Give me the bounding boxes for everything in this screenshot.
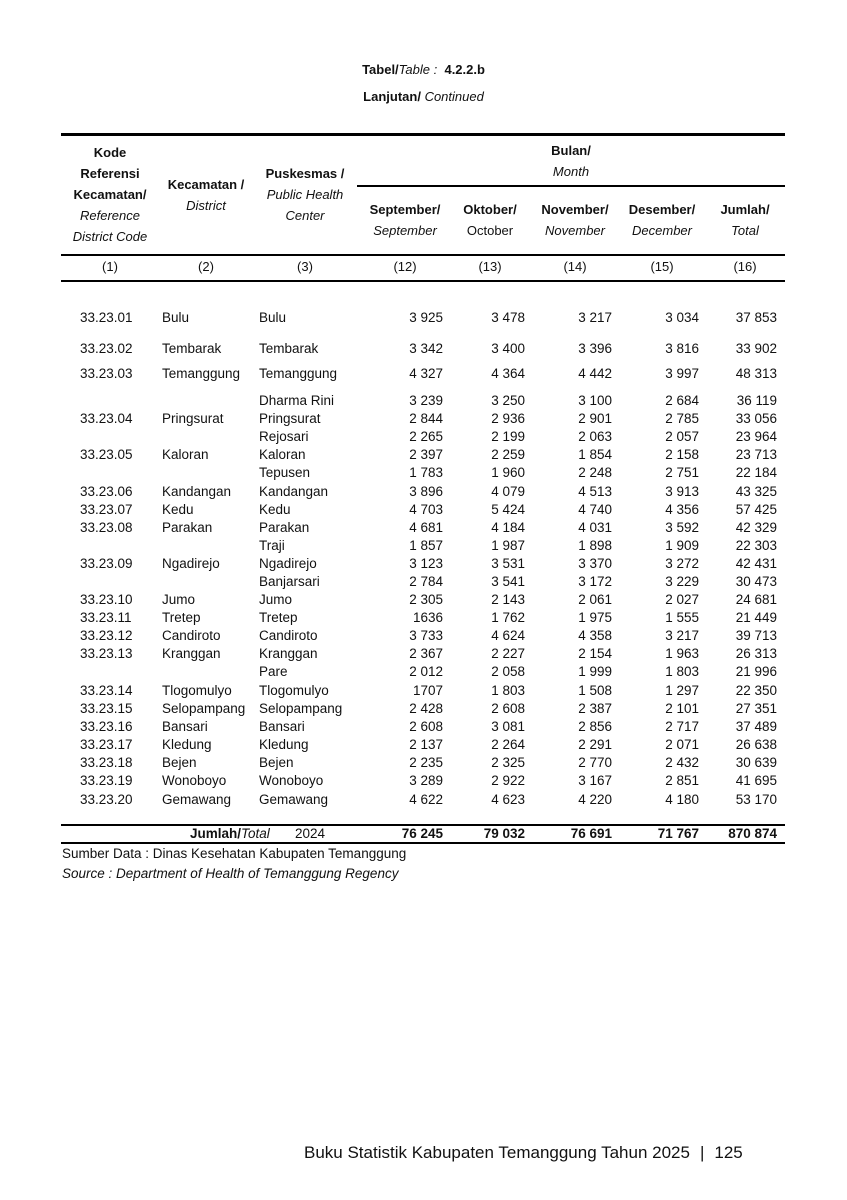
puskesmas-name: Kaloran: [259, 447, 306, 462]
district-code: 33.23.08: [80, 520, 133, 535]
value-september: 4 327: [409, 366, 443, 381]
puskesmas-name: Tlogomulyo: [259, 683, 329, 698]
header-total-en: Total: [731, 223, 759, 238]
header-october: [452, 199, 528, 241]
value-october: 1 803: [491, 683, 525, 698]
value-november: 1 508: [578, 683, 612, 698]
header-november: [530, 199, 620, 241]
puskesmas-name: Rejosari: [259, 429, 309, 444]
value-total: 33 056: [735, 411, 777, 426]
value-november: 2 061: [578, 592, 612, 607]
table-number: 4.2.2.b: [444, 62, 485, 77]
total-november: 76 691: [570, 826, 612, 841]
value-november: 4 442: [578, 366, 612, 381]
total-label: [190, 826, 270, 841]
value-november: 3 370: [578, 556, 612, 571]
header-november-id: November/: [541, 202, 609, 217]
value-december: 3 272: [665, 556, 699, 571]
value-september: 1636: [412, 610, 443, 625]
header-month-id: Bulan/: [551, 143, 591, 158]
district-name: Wonoboyo: [162, 773, 227, 788]
value-total: 36 119: [736, 393, 777, 408]
table-continued: [0, 89, 847, 104]
district-name: Jumo: [162, 592, 196, 607]
header-september-id: September/: [369, 202, 441, 217]
district-name: Bansari: [162, 719, 208, 734]
table-row: [0, 411, 847, 429]
district-code: 33.23.09: [80, 556, 133, 571]
value-december: 3 913: [665, 484, 699, 499]
district-name: Temanggung: [162, 366, 241, 381]
header-puskesmas-id: Puskesmas /: [265, 166, 345, 181]
continued-en: Continued: [424, 89, 484, 104]
header-code-en1: Reference: [80, 208, 140, 223]
continued-id: Lanjutan/: [363, 89, 421, 104]
table-row: [0, 502, 847, 520]
district-name: Ngadirejo: [162, 556, 220, 571]
table-row: [0, 628, 847, 646]
value-december: 2 057: [665, 429, 699, 444]
value-november: 2 770: [578, 755, 612, 770]
puskesmas-name: Bulu: [259, 310, 287, 325]
table-row: [0, 646, 847, 664]
district-code: 33.23.03: [80, 366, 133, 381]
value-september: 3 733: [409, 628, 443, 643]
value-total: 30 639: [735, 755, 777, 770]
value-total: 30 473: [735, 574, 777, 589]
header-total: [706, 199, 784, 241]
value-november: 1 898: [578, 538, 612, 553]
puskesmas-name: Kledung: [259, 737, 309, 752]
value-total: 22 303: [735, 538, 777, 553]
table-row: [0, 719, 847, 737]
value-december: 3 592: [665, 520, 699, 535]
value-december: 2 027: [665, 592, 699, 607]
district-code: 33.23.11: [80, 610, 132, 625]
puskesmas-name: Temanggung: [259, 366, 338, 381]
header-september-en: September: [373, 223, 437, 238]
value-october: 3 541: [491, 574, 525, 589]
table-row: [0, 447, 847, 465]
value-october: 4 624: [491, 628, 525, 643]
table-row: [0, 664, 847, 682]
district-code: 33.23.16: [80, 719, 133, 734]
top-rule: [61, 133, 785, 136]
value-december: 3 816: [665, 341, 699, 356]
puskesmas-name: Kranggan: [259, 646, 318, 661]
value-total: 57 425: [735, 502, 777, 517]
value-september: 3 289: [409, 773, 443, 788]
value-total: 39 713: [735, 628, 777, 643]
value-september: 3 896: [409, 484, 443, 499]
value-total: 23 964: [735, 429, 777, 444]
district-name: Kranggan: [162, 646, 221, 661]
value-total: 21 996: [735, 664, 777, 679]
value-december: 2 101: [665, 701, 699, 716]
district-name: Kaloran: [162, 447, 209, 462]
header-district: [158, 174, 254, 216]
total-bottom-rule: [61, 842, 785, 844]
value-october: 3 531: [491, 556, 525, 571]
table-row: [0, 737, 847, 755]
value-september: 4 622: [409, 792, 443, 807]
col-number: (3): [297, 259, 313, 274]
table-row: [0, 792, 847, 810]
table-row: [0, 520, 847, 538]
table-label-en: Table :: [398, 62, 438, 77]
value-october: 2 199: [491, 429, 525, 444]
header-december-id: Desember/: [628, 202, 696, 217]
puskesmas-name: Kandangan: [259, 484, 329, 499]
value-october: 2 143: [491, 592, 525, 607]
value-september: 2 608: [409, 719, 443, 734]
value-december: 2 071: [665, 737, 699, 752]
puskesmas-name: Tretep: [259, 610, 298, 625]
value-december: 1 963: [665, 646, 699, 661]
value-september: 3 925: [409, 310, 443, 325]
value-october: 2 259: [491, 447, 525, 462]
header-october-en: October: [466, 223, 514, 238]
value-total: 22 184: [735, 465, 777, 480]
puskesmas-name: Selopampang: [259, 701, 343, 716]
value-december: 3 034: [665, 310, 699, 325]
value-october: 4 364: [491, 366, 525, 381]
value-december: 2 432: [665, 755, 699, 770]
header-total-id: Jumlah/: [720, 202, 770, 217]
district-name: Bejen: [162, 755, 197, 770]
col-number: (14): [563, 259, 587, 274]
value-november: 2 063: [578, 429, 612, 444]
value-september: 2 428: [409, 701, 443, 716]
value-october: 4 623: [491, 792, 525, 807]
puskesmas-name: Bejen: [259, 755, 294, 770]
table-row: [0, 592, 847, 610]
value-november: 3 396: [578, 341, 612, 356]
value-october: 4 184: [491, 520, 525, 535]
puskesmas-name: Bansari: [259, 719, 305, 734]
table-row: [0, 465, 847, 483]
table-row: [0, 429, 847, 447]
value-october: 1 762: [491, 610, 525, 625]
value-total: 21 449: [735, 610, 777, 625]
value-total: 27 351: [735, 701, 777, 716]
value-december: 3 229: [665, 574, 699, 589]
header-code-line1: Kode: [93, 145, 127, 160]
header-puskesmas-en2: Center: [285, 208, 325, 223]
header-code-line3: Kecamatan/: [73, 187, 147, 202]
value-total: 41 695: [735, 773, 777, 788]
col-number: (13): [478, 259, 502, 274]
value-total: 42 329: [735, 520, 777, 535]
total-label-id: Jumlah/: [190, 826, 242, 841]
district-code: 33.23.04: [80, 411, 133, 426]
puskesmas-name: Wonoboyo: [259, 773, 324, 788]
header-district-en: District: [186, 198, 226, 213]
district-code: 33.23.06: [80, 484, 133, 499]
value-october: 5 424: [491, 502, 525, 517]
value-november: 4 031: [578, 520, 612, 535]
value-total: 26 638: [735, 737, 777, 752]
table-title: [0, 62, 847, 77]
value-october: 2 922: [491, 773, 525, 788]
district-code: 33.23.01: [80, 310, 133, 325]
value-december: 1 555: [665, 610, 699, 625]
value-september: 2 305: [409, 592, 443, 607]
table-row: [0, 538, 847, 556]
value-september: 1 857: [409, 538, 443, 553]
puskesmas-name: Ngadirejo: [259, 556, 317, 571]
header-month: [357, 140, 785, 182]
value-september: 2 012: [409, 664, 443, 679]
total-total: 870 874: [728, 826, 777, 841]
district-code: 33.23.10: [80, 592, 133, 607]
value-september: 2 397: [409, 447, 443, 462]
puskesmas-name: Dharma Rini: [259, 393, 335, 408]
district-code: 33.23.13: [80, 646, 133, 661]
header-code-line2: Referensi: [80, 166, 140, 181]
value-september: 3 342: [409, 341, 443, 356]
value-september: 3 123: [409, 556, 443, 571]
table-row: [0, 610, 847, 628]
value-total: 43 325: [735, 484, 777, 499]
district-name: Tembarak: [162, 341, 222, 356]
month-rule: [357, 185, 785, 187]
table-row: [0, 366, 847, 384]
value-total: 33 902: [735, 341, 777, 356]
value-september: 4 703: [409, 502, 443, 517]
value-november: 1 999: [578, 664, 612, 679]
value-october: 3 400: [491, 341, 525, 356]
value-total: 22 350: [735, 683, 777, 698]
header-november-en: November: [545, 223, 605, 238]
district-name: Bulu: [162, 310, 190, 325]
district-code: 33.23.12: [80, 628, 133, 643]
value-september: 2 235: [409, 755, 443, 770]
value-november: 3 217: [578, 310, 612, 325]
value-september: 2 137: [409, 737, 443, 752]
value-december: 3 997: [665, 366, 699, 381]
header-puskesmas-en1: Public Health: [266, 187, 344, 202]
value-total: 48 313: [735, 366, 777, 381]
total-september: 76 245: [401, 826, 443, 841]
puskesmas-name: Gemawang: [259, 792, 329, 807]
table-row: [0, 341, 847, 359]
value-november: 3 100: [578, 393, 612, 408]
value-december: 1 909: [665, 538, 699, 553]
value-october: 2 608: [491, 701, 525, 716]
value-november: 1 854: [578, 447, 612, 462]
col-number: (16): [733, 259, 757, 274]
district-code: 33.23.20: [80, 792, 133, 807]
value-october: 2 936: [491, 411, 525, 426]
puskesmas-name: Tembarak: [259, 341, 319, 356]
puskesmas-name: Pare: [259, 664, 288, 679]
table-label-id: Tabel/: [362, 62, 399, 77]
value-october: 3 478: [491, 310, 525, 325]
value-september: 2 844: [409, 411, 443, 426]
district-code: 33.23.15: [80, 701, 133, 716]
district-name: Selopampang: [162, 701, 246, 716]
col-number: (2): [198, 259, 214, 274]
value-november: 2 856: [578, 719, 612, 734]
total-label-en: Total: [241, 826, 270, 841]
value-september: 2 367: [409, 646, 443, 661]
puskesmas-name: Kedu: [259, 502, 291, 517]
value-november: 4 220: [578, 792, 612, 807]
district-name: Kedu: [162, 502, 194, 517]
header-december: [619, 199, 705, 241]
table-row: [0, 683, 847, 701]
value-november: 2 387: [578, 701, 612, 716]
district-name: Pringsurat: [162, 411, 224, 426]
header-puskesmas: [255, 163, 355, 226]
district-code: 33.23.17: [80, 737, 133, 752]
value-september: 4 681: [409, 520, 443, 535]
value-october: 2 325: [491, 755, 525, 770]
value-september: 1707: [412, 683, 443, 698]
puskesmas-name: Tepusen: [259, 465, 311, 480]
district-name: Kandangan: [162, 484, 232, 499]
value-november: 1 975: [578, 610, 612, 625]
value-october: 1 987: [491, 538, 525, 553]
header-rule: [61, 254, 785, 256]
value-september: 2 265: [409, 429, 443, 444]
value-december: 1 297: [665, 683, 699, 698]
value-november: 4 513: [578, 484, 612, 499]
district-name: Kledung: [162, 737, 212, 752]
puskesmas-name: Banjarsari: [259, 574, 320, 589]
district-name: Tretep: [162, 610, 201, 625]
source-id: Sumber Data : Dinas Kesehatan Kabupaten Temanggung: [62, 846, 407, 861]
value-december: 1 803: [665, 664, 699, 679]
footer-separator: |: [699, 1143, 705, 1162]
value-total: 26 313: [735, 646, 777, 661]
value-november: 2 248: [578, 465, 612, 480]
value-total: 42 431: [735, 556, 777, 571]
value-september: 3 239: [409, 393, 443, 408]
value-october: 3 250: [491, 393, 525, 408]
header-december-en: December: [632, 223, 692, 238]
value-december: 2 717: [665, 719, 699, 734]
value-december: 2 785: [665, 411, 699, 426]
table-row: [0, 773, 847, 791]
value-december: 2 684: [665, 393, 699, 408]
value-total: 24 681: [735, 592, 777, 607]
col-number: (12): [393, 259, 417, 274]
value-december: 2 158: [665, 447, 699, 462]
district-code: 33.23.02: [80, 341, 133, 356]
value-october: 2 058: [491, 664, 525, 679]
value-september: 1 783: [409, 465, 443, 480]
header-code: [62, 142, 158, 247]
table-row: [0, 556, 847, 574]
district-name: Candiroto: [162, 628, 221, 643]
value-november: 2 291: [578, 737, 612, 752]
header-district-id: Kecamatan /: [167, 177, 245, 192]
table-row: [0, 393, 847, 411]
value-october: 2 264: [491, 737, 525, 752]
district-name: Gemawang: [162, 792, 232, 807]
total-december: 71 767: [657, 826, 699, 841]
source-en: Source : Department of Health of Temanggung Regency: [62, 866, 399, 881]
value-october: 4 079: [491, 484, 525, 499]
district-name: Tlogomulyo: [162, 683, 232, 698]
district-code: 33.23.14: [80, 683, 133, 698]
value-november: 2 901: [578, 411, 612, 426]
value-november: 3 167: [578, 773, 612, 788]
table-row: [0, 755, 847, 773]
value-october: 3 081: [491, 719, 525, 734]
puskesmas-name: Jumo: [259, 592, 293, 607]
value-october: 1 960: [491, 465, 525, 480]
value-december: 3 217: [665, 628, 699, 643]
value-total: 37 489: [735, 719, 777, 734]
district-code: 33.23.18: [80, 755, 133, 770]
district-name: Parakan: [162, 520, 213, 535]
district-code: 33.23.07: [80, 502, 133, 517]
total-year: 2024: [295, 826, 326, 841]
value-total: 53 170: [735, 792, 777, 807]
table-row: [0, 574, 847, 592]
puskesmas-name: Traji: [259, 538, 285, 553]
page-footer: [304, 1143, 743, 1163]
page-number: 125: [714, 1143, 743, 1162]
value-december: 2 751: [665, 465, 699, 480]
value-total: 23 713: [735, 447, 777, 462]
puskesmas-name: Pringsurat: [259, 411, 321, 426]
value-total: 37 853: [735, 310, 777, 325]
value-november: 4 358: [578, 628, 612, 643]
footer-book-title: Buku Statistik Kabupaten Temanggung Tahun 2025: [304, 1143, 690, 1162]
col-number: (15): [650, 259, 674, 274]
header-month-en: Month: [552, 164, 590, 179]
puskesmas-name: Parakan: [259, 520, 310, 535]
value-december: 2 851: [665, 773, 699, 788]
header-september: [360, 199, 450, 241]
col-number: (1): [102, 259, 118, 274]
value-december: 4 356: [665, 502, 699, 517]
colnum-rule: [61, 280, 785, 282]
table-row: [0, 701, 847, 719]
puskesmas-name: Candiroto: [259, 628, 318, 643]
value-october: 2 227: [491, 646, 525, 661]
table-row: [0, 484, 847, 502]
header-code-en2: District Code: [72, 229, 148, 244]
value-december: 4 180: [665, 792, 699, 807]
header-october-id: Oktober/: [463, 202, 517, 217]
total-october: 79 032: [483, 826, 525, 841]
district-code: 33.23.19: [80, 773, 133, 788]
table-row: [0, 310, 847, 328]
value-november: 4 740: [578, 502, 612, 517]
district-code: 33.23.05: [80, 447, 133, 462]
value-november: 2 154: [578, 646, 612, 661]
value-november: 3 172: [578, 574, 612, 589]
value-september: 2 784: [409, 574, 443, 589]
